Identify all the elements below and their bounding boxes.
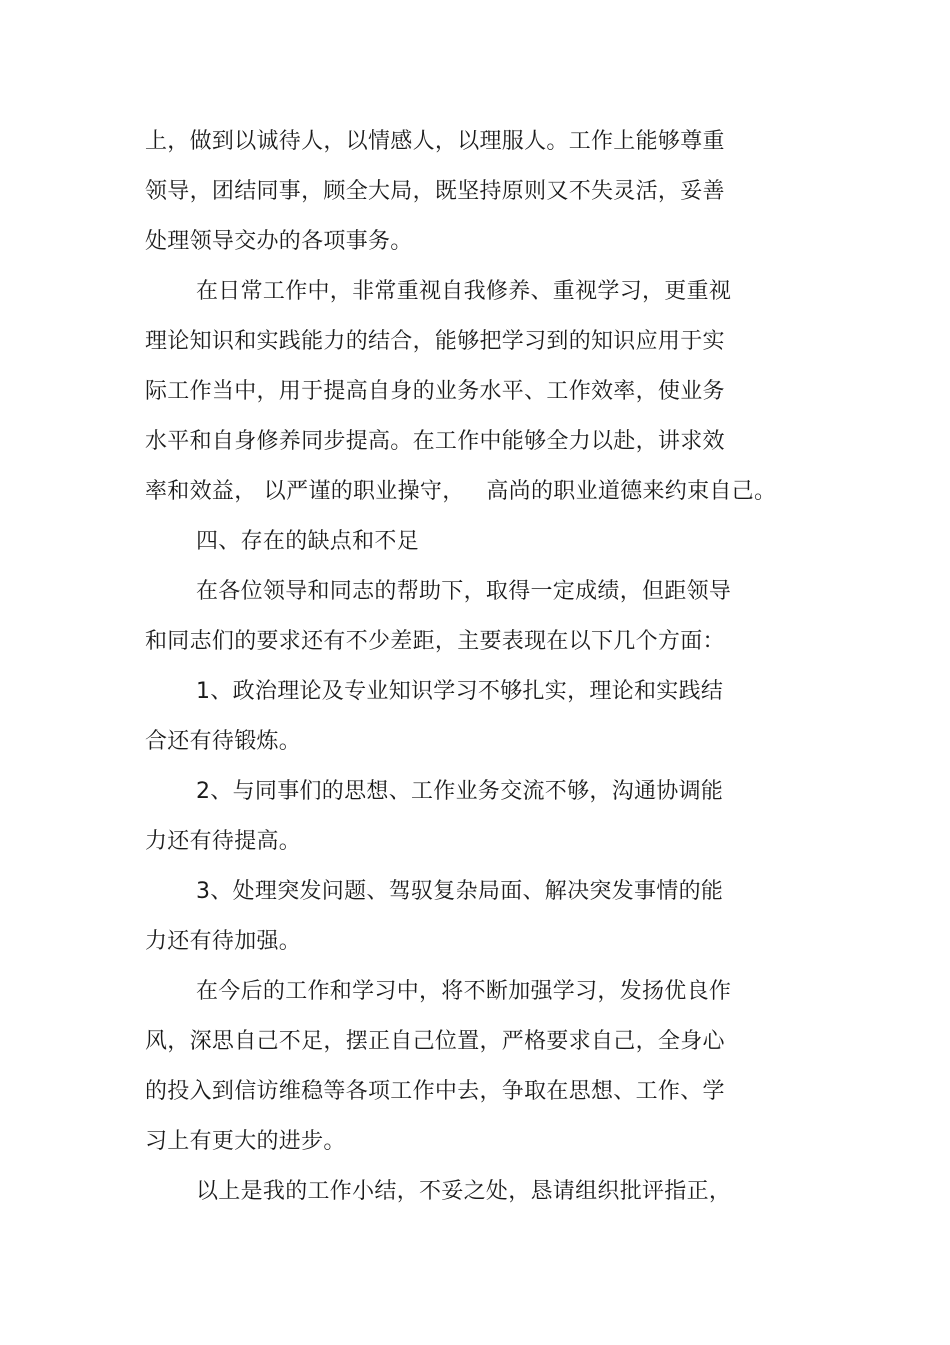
list-item-3: 3、处理突发问题、驾驭复杂局面、解决突发事情的能 — [196, 879, 724, 904]
list-item-1: 1、政治理论及专业知识学习不够扎实，理论和实践结 — [196, 679, 724, 704]
text-line: 习上有更大的进步。 — [145, 1129, 346, 1154]
text-line: 合还有待锻炼。 — [145, 729, 302, 754]
text-line: 领导，团结同事，顾全大局，既坚持原则又不失灵活，妥善 — [145, 179, 725, 204]
paragraph-start-line: 在各位领导和同志的帮助下，取得一定成绩，但距领导 — [196, 579, 732, 604]
paragraph-start-line: 以上是我的工作小结，不妥之处，恳请组织批评指正， — [196, 1179, 732, 1204]
paragraph-start-line: 在今后的工作和学习中，将不断加强学习，发扬优良作 — [196, 979, 732, 1004]
list-item-2: 2、与同事们的思想、工作业务交流不够，沟通协调能 — [196, 779, 724, 804]
text-line: 率和效益， 以严谨的职业操守， 高尚的职业道德来约束自己。 — [145, 479, 777, 504]
text-line: 水平和自身修养同步提高。在工作中能够全力以赴，讲求效 — [145, 429, 725, 454]
text-line: 力还有待加强。 — [145, 929, 302, 954]
paragraph-start-line: 在日常工作中，非常重视自我修养、重视学习，更重视 — [196, 279, 732, 304]
text-line: 上，做到以诚待人，以情感人，以理服人。工作上能够尊重 — [145, 129, 725, 154]
text-line: 理论知识和实践能力的结合，能够把学习到的知识应用于实 — [145, 329, 725, 354]
text-line: 的投入到信访维稳等各项工作中去，争取在思想、工作、学 — [145, 1079, 725, 1104]
text-line: 际工作当中，用于提高自身的业务水平、工作效率，使业务 — [145, 379, 725, 404]
section-heading: 四、存在的缺点和不足 — [196, 529, 420, 554]
text-line: 风，深思自己不足，摆正自己位置，严格要求自己，全身心 — [145, 1029, 725, 1054]
text-line: 和同志们的要求还有不少差距，主要表现在以下几个方面： — [145, 629, 725, 654]
text-line: 处理领导交办的各项事务。 — [145, 229, 413, 254]
text-line: 力还有待提高。 — [145, 829, 302, 854]
